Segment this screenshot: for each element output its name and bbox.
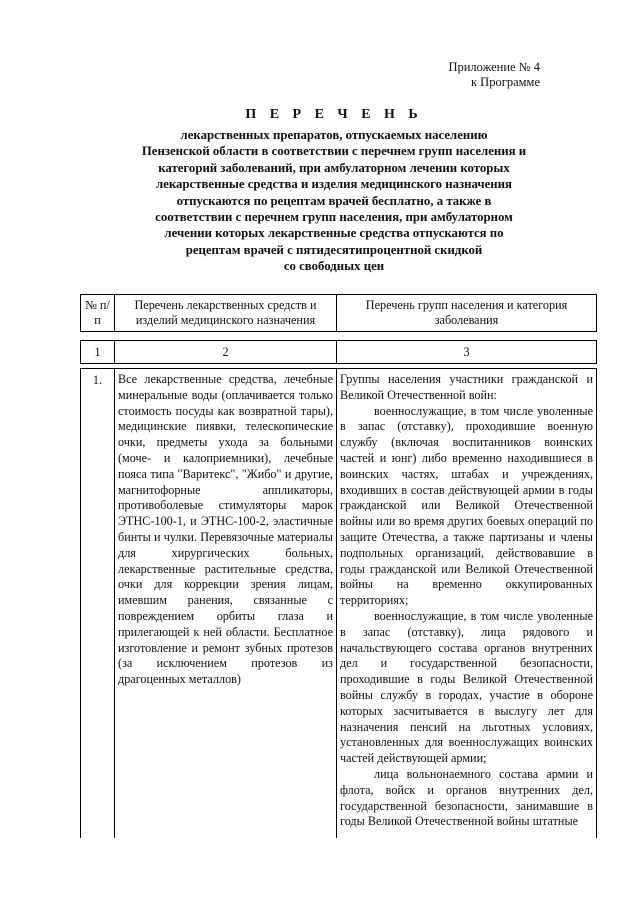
groups-paragraph: военнослужащие, в том числе уволенные в запас (отставку), лица рядового и начальствующего состава органов внутренних дел и государственной безопасности, проходившие в годы Великой Отечественной войны службу в городах, участие в обороне которых засчитывается в выслугу лет для назначения пенсий на льготных условиях, установленных для военнослужащих воинских частей действующей армии; <box>340 608 593 766</box>
table-body <box>80 368 597 838</box>
appendix-number: Приложение № 4 <box>448 60 540 74</box>
title-line: со свободных цен <box>283 259 385 274</box>
table-row <box>81 369 597 839</box>
groups-intro: Группы населения участники гражданской и Великой Отечественной войн: <box>340 372 593 402</box>
title-line: лекарственных препаратов, отпускаемых населению <box>180 128 488 142</box>
title-line: отпускаются по рецептам врачей бесплатно, а также в <box>176 193 492 208</box>
appendix-reference: к Программе <box>470 75 540 89</box>
title-line: лекарственные средства и изделия медицинского назначения <box>156 177 512 192</box>
table-header <box>80 294 597 332</box>
title-line: лечении которых лекарственные средства отпускаются по <box>164 226 504 241</box>
appendix-note <box>340 60 540 90</box>
header-population-groups: Перечень групп населения и категория заболевания <box>337 295 597 332</box>
title-main: П Е Р Е Ч Е Н Ь <box>245 107 423 122</box>
column-number: 1 <box>81 341 115 364</box>
title-line: категорий заболеваний, при амбулаторном лечении которых <box>158 160 510 175</box>
column-number-row <box>80 340 597 364</box>
groups-paragraph: военнослужащие, в том числе уволенные в запас (отставку), проходившие военную службу (включая воспитанников воинских частей и юнг) либо временно находившиеся в воинских частях, штабах и учреждениях, входивших в состав действующей армии в годы гражданской или Великой Отечественной войны или во время других боевых операций по защите Отечества, а также партизаны и члены подпольных организаций, действовавшие в годы гражданской или Великой Отечественной войны на временно оккупированных территориях; <box>340 403 593 608</box>
title-line: соответствии с перечнем групп населения, при амбулаторном <box>155 210 513 225</box>
column-number: 3 <box>337 341 597 364</box>
groups-paragraph: лица вольнонаемного состава армии и флота, войск и органов внутренних дел, государственной безопасности, занимавшие в годы Великой Отечественной войны штатные <box>340 766 593 829</box>
title-line: рецептам врачей с пятидесятипроцентной скидкой <box>185 242 483 257</box>
title-line: Пензенской области в соответствии с перечнем групп населения и <box>141 144 527 159</box>
column-number: 2 <box>115 341 337 364</box>
header-medicines: Перечень лекарственных средств и изделий медицинского назначения <box>115 295 337 332</box>
row-population-groups <box>337 369 597 839</box>
header-number: № п/п <box>81 295 115 332</box>
document-title <box>80 106 588 275</box>
row-number: 1. <box>81 369 115 839</box>
title-subtitle <box>80 127 588 275</box>
row-medicines-list: Все лекарственные средства, лечебные минеральные воды (оплачивается только стоимость посуды как возвратной тары), медицинские пиявки, телескопические очки, предметы ухода за больными (моче- и калоприемники), лечебные пояса типа "Варитекс", "Жибо" и другие, магнитофорные аппликаторы, противоболевые стимуляторы марок ЭТНС-100-1, и ЭТНС-100-2, эластичные бинты и чулки. Перевязочные материалы для хирургических больных, лекарственные растительные средства, очки для коррекции зрения лицам, имевшим ранения, связанные с повреждением орбиты глаза и прилегающей к ней области. Бесплатное изготовление и ремонт зубных протезов (за исключением протезов из драгоценных металлов) <box>115 369 337 839</box>
